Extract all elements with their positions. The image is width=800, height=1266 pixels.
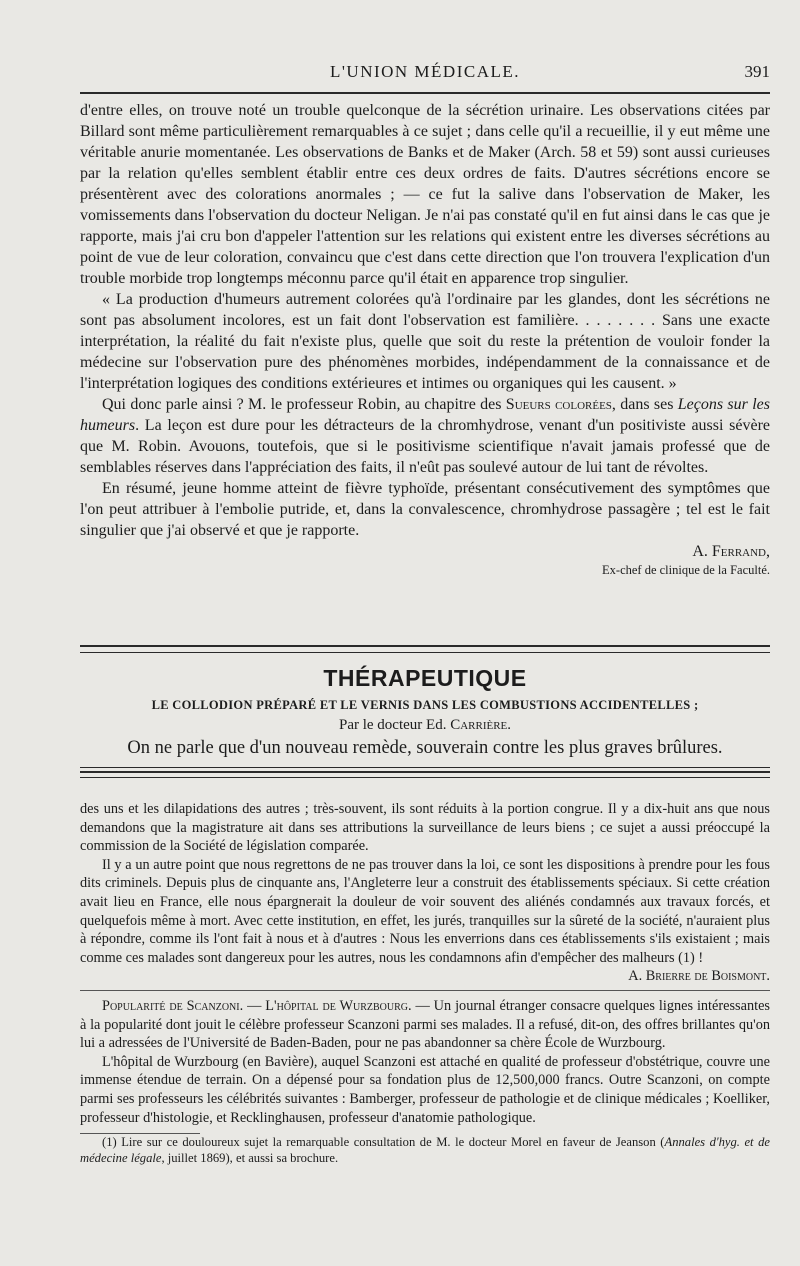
footnote: [80, 1134, 770, 1166]
running-head: [80, 62, 770, 86]
article-title: LE COLLODION PRÉPARÉ ET LE VERNIS DANS LES COMBUSTIONS ACCIDENTELLES ;: [151, 698, 699, 712]
divider: [80, 990, 770, 991]
byline: [80, 717, 770, 734]
news-item: [80, 997, 770, 1053]
paragraph: L'hôpital de Wurzbourg (en Bavière), auquel Scanzoni est attaché en qualité de professeur d'obstétrique, couvre une immense étendue de terrain. On a dépensé pour sa fondation plus de 12,500,000 francs. Outre Scanzoni, on compte parmi ses professeurs les célébrités suivantes : Bamberger, professeur de pathologie et de clinique médicales ; Koelliker, professeur d'histologie, et Recklinghausen, professeur d'anatomie pathologique.: [80, 1053, 770, 1126]
divider-double: [80, 771, 770, 778]
text-run: — Un journal étranger consacre quelques lignes intéressantes à la popularité dont jouit le célèbre professeur Scanzoni parmi ses malades. Il a refusé, dit-on, des offres brillantes qu'on lui a adressées de l'Université de Baden-Baden, pour ne pas abandonner sa chère École de Wurzbourg.: [80, 997, 770, 1052]
paragraph: d'entre elles, on trouve noté un trouble quelconque de la sécrétion urinaire. Les observations citées par Billard sont même particulièrement remarquables à ce sujet ; dans celle qu'il a recueillie, il y eut même une véritable anurie momentanée. Les observations de Banks et de Maker (Arch. 58 et 59) sont aussi curieuses par la relation qu'elles semblent établir entre ces deux ordres de faits. D'autres sécrétions encore se présentèrent avec des colorations anormales ; — ce fut la salive dans l'observation de Maker, les vomissements dans l'observation du docteur Neligan. Je n'ai pas constaté qu'il en fut ainsi dans le cas que je rapporte, mais j'ai cru bon d'appeler l'attention sur les relations qui existent entre les diverses sécrétions au point de vue de leur coloration, convaincu que c'est dans cette direction que l'on trouvera l'explication d'un trouble morbide trop longtemps méconnu parce qu'il était en apparence trop singulier.: [80, 102, 770, 287]
quote-paragraph: « La production d'humeurs autrement colorées qu'à l'ordinaire par les glandes, dont les sécrétions ne sont pas absolument incolores, est un fait dont l'observation est familière. . . . . . . . Sans une exacte interprétation, la réalité du fait n'existe plus, quelle que soit du reste la prétention de vouloir fonder la médecine sur l'observation pure des phénomènes morbides, indépendamment de la connaissance et de l'interprétation logiques des conditions extérieures et intimes ou organiques qui les causent. »: [80, 291, 770, 392]
paragraph: Il y a un autre point que nous regrettons de ne pas trouver dans la loi, ce sont les dispositions à prendre pour les fous dits criminels. Depuis plus de cinquante ans, l'Angleterre leur a construit des établissements spéciaux. Si cette création avait lieu en France, elle nous épargnerait la douleur de voir souvent des aliénés condamnés aux travaux forcés, et quelquefois même à mort. Avec cette institution, en effet, les jurés, tranquilles sur la sûreté de la société, n'auraient plus à répondre, comme ils l'ont fait à nous et à d'autres : Nous les enverrions dans ces établissements s'ils existaient ; mais comme ces malades sont dangereux pour les autres, nous les condamnons afin d'empêcher des malheurs (1) !: [80, 856, 770, 966]
author-title: Ex-chef de clinique de la Faculté.: [602, 563, 770, 577]
text-run: Qui donc parle ainsi ? M. le professeur Robin, au chapitre des: [102, 396, 506, 413]
paragraph: En résumé, jeune homme atteint de fièvre typhoïde, présentant consécutivement des symptômes que l'on peut attribuer à l'embolie putride, et, dans la convalescence, chromhydrose passagère ; tel est le fait singulier que j'ai observé et que je rapporte.: [80, 480, 770, 539]
section-title: THÉRAPEUTIQUE: [323, 665, 527, 691]
running-title: L'UNION MÉDICALE.: [329, 62, 521, 81]
text-run-italic: Annales d'hyg. et de médecine légale: [80, 1135, 770, 1166]
byline-prefix: Par le docteur Ed.: [338, 717, 451, 733]
paragraph: [80, 394, 770, 478]
text-run: . La leçon est dure pour les détracteurs de la chromhydrose, venant d'un positiviste aussi sévère que M. Robin. Avouons, toutefois, que si le positivisme scientifique n'avait jamais professé que de semblables réserves dans l'appréciation des faits, il n'eût pas soulevé autour de lui tant de révoltes.: [80, 417, 770, 476]
news-heading: Popularité de Scanzoni. — L'hôpital de Wurzbourg.: [102, 997, 412, 1014]
section-rule: [80, 645, 770, 653]
byline-suffix: .: [507, 717, 512, 733]
header-rule: [80, 92, 770, 94]
lead-sentence: On ne parle que d'un nouveau remède, souverain contre les plus graves brûlures.: [127, 738, 723, 758]
text-run: , dans ses: [611, 396, 678, 413]
text-run: , juillet 1869), et aussi sa brochure.: [161, 1151, 339, 1166]
text-run-italic: Leçons sur les humeurs: [80, 396, 770, 434]
divider: [80, 767, 770, 768]
author-signature: A. Ferrand,: [692, 543, 770, 560]
paragraph: des uns et les dilapidations des autres ; très-souvent, ils sont réduits à la portion congrue. Il y a dix-huit ans que nous demandons que la magistrature ait dans ses attributions la surveillance de leurs biens ; ce sujet a aussi préoccupé la commission de la Société de législation comparée.: [80, 801, 770, 855]
therapeutique-section: [80, 645, 770, 778]
text-run: (1) Lire sur ce douloureux sujet la remarquable consultation de M. le docteur Morel en faveur de Jeanson (: [102, 1135, 665, 1150]
author-signature: A. Brierre de Boismont.: [628, 968, 770, 985]
byline-name: Carrière: [450, 717, 508, 733]
text-run-smallcaps: Sueurs colorées: [505, 396, 612, 413]
page-number: 391: [744, 62, 770, 81]
lower-columns: [80, 800, 770, 1166]
article-ferrand: [80, 100, 770, 578]
